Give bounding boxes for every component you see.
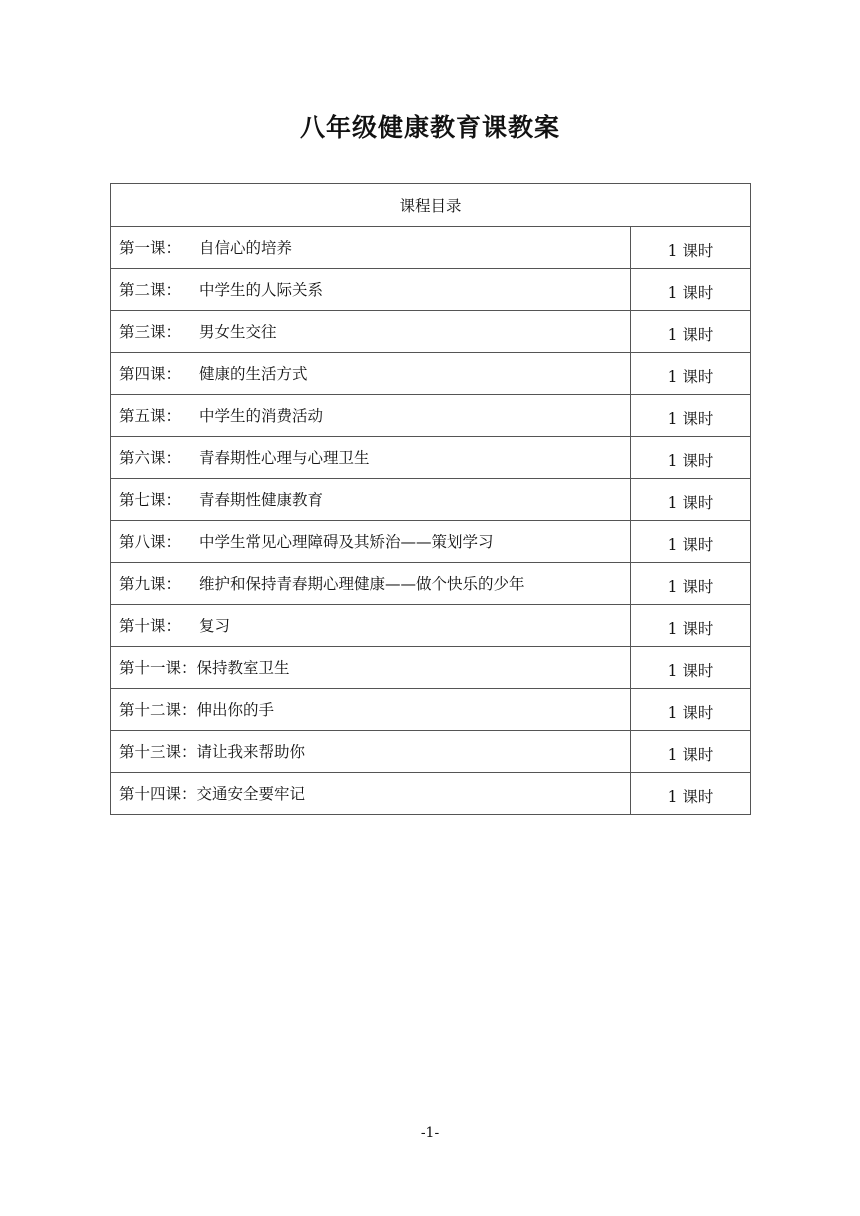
lesson-cell: [111, 773, 631, 815]
lesson-hours: 1 课时: [631, 269, 751, 311]
lesson-number: 第一课：: [119, 239, 182, 257]
lesson-row: [111, 647, 751, 689]
lesson-number: 第九课：: [119, 575, 182, 593]
lesson-hours: 1 课时: [631, 227, 751, 269]
lesson-title: 复习: [199, 617, 231, 635]
lesson-cell: [111, 437, 631, 479]
lesson-hours: 1 课时: [631, 437, 751, 479]
lesson-cell: [111, 605, 631, 647]
lesson-row: [111, 353, 751, 395]
document-title: 八年级健康教育课教案: [299, 113, 560, 142]
lesson-cell: [111, 353, 631, 395]
lesson-cell: [111, 311, 631, 353]
lesson-hours: 1 课时: [631, 353, 751, 395]
lesson-row: [111, 521, 751, 563]
lesson-hours: 1 课时: [631, 395, 751, 437]
lesson-title: 中学生的人际关系: [199, 281, 324, 299]
lesson-hours: 1 课时: [631, 479, 751, 521]
lesson-title: 青春期性心理与心理卫生: [199, 449, 370, 467]
lesson-row: [111, 437, 751, 479]
lesson-hours: 1 课时: [631, 689, 751, 731]
lesson-cell: [111, 227, 631, 269]
lesson-cell: [111, 395, 631, 437]
lesson-hours: 1 课时: [631, 731, 751, 773]
lesson-cell: [111, 731, 631, 773]
lesson-hours: 1 课时: [631, 563, 751, 605]
lesson-number: 第六课：: [119, 449, 182, 467]
lesson-number: 第四课：: [119, 365, 182, 383]
lesson-hours: 1 课时: [631, 647, 751, 689]
lesson-cell: [111, 521, 631, 563]
lesson-number: 第十课：: [119, 617, 182, 635]
lesson-row: [111, 395, 751, 437]
lesson-number: 第十一课：: [119, 659, 197, 677]
lesson-number: 第五课：: [119, 407, 182, 425]
lesson-number: 第二课：: [119, 281, 182, 299]
lesson-row: [111, 479, 751, 521]
toc-header-row: [111, 184, 751, 227]
lesson-row: [111, 311, 751, 353]
course-table-of-contents: [110, 183, 751, 815]
lesson-number: 第十三课：: [119, 743, 197, 761]
lesson-row: [111, 269, 751, 311]
lesson-row: [111, 689, 751, 731]
lesson-number: 第十四课：: [119, 785, 197, 803]
lesson-title: 交通安全要牢记: [196, 785, 306, 803]
lesson-title: 青春期性健康教育: [199, 491, 324, 509]
lesson-hours: 1 课时: [631, 605, 751, 647]
lesson-cell: [111, 479, 631, 521]
lesson-row: [111, 773, 751, 815]
lesson-row: [111, 731, 751, 773]
lesson-number: 第三课：: [119, 323, 182, 341]
lesson-title: 健康的生活方式: [199, 365, 308, 383]
lesson-row: [111, 563, 751, 605]
lesson-hours: 1 课时: [631, 773, 751, 815]
lesson-cell: [111, 689, 631, 731]
lesson-hours: 1 课时: [631, 311, 751, 353]
lesson-title: 伸出你的手: [196, 701, 275, 719]
lesson-number: 第八课：: [119, 533, 182, 551]
toc-header: 课程目录: [111, 184, 751, 227]
page-number: -1-: [420, 1125, 440, 1141]
lesson-title: 中学生常见心理障碍及其矫治——策划学习: [199, 533, 494, 551]
lesson-title: 男女生交往: [199, 323, 277, 341]
lesson-cell: [111, 269, 631, 311]
lesson-row: [111, 227, 751, 269]
lesson-title: 自信心的培养: [199, 239, 293, 257]
lesson-cell: [111, 647, 631, 689]
lesson-title: 请让我来帮助你: [196, 743, 306, 761]
lesson-number: 第十二课：: [119, 701, 197, 719]
lesson-row: [111, 605, 751, 647]
lesson-title: 保持教室卫生: [196, 659, 290, 677]
lesson-cell: [111, 563, 631, 605]
lesson-title: 维护和保持青春期心理健康——做个快乐的少年: [199, 575, 525, 593]
lesson-title: 中学生的消费活动: [199, 407, 324, 425]
lesson-hours: 1 课时: [631, 521, 751, 563]
lesson-number: 第七课：: [119, 491, 182, 509]
